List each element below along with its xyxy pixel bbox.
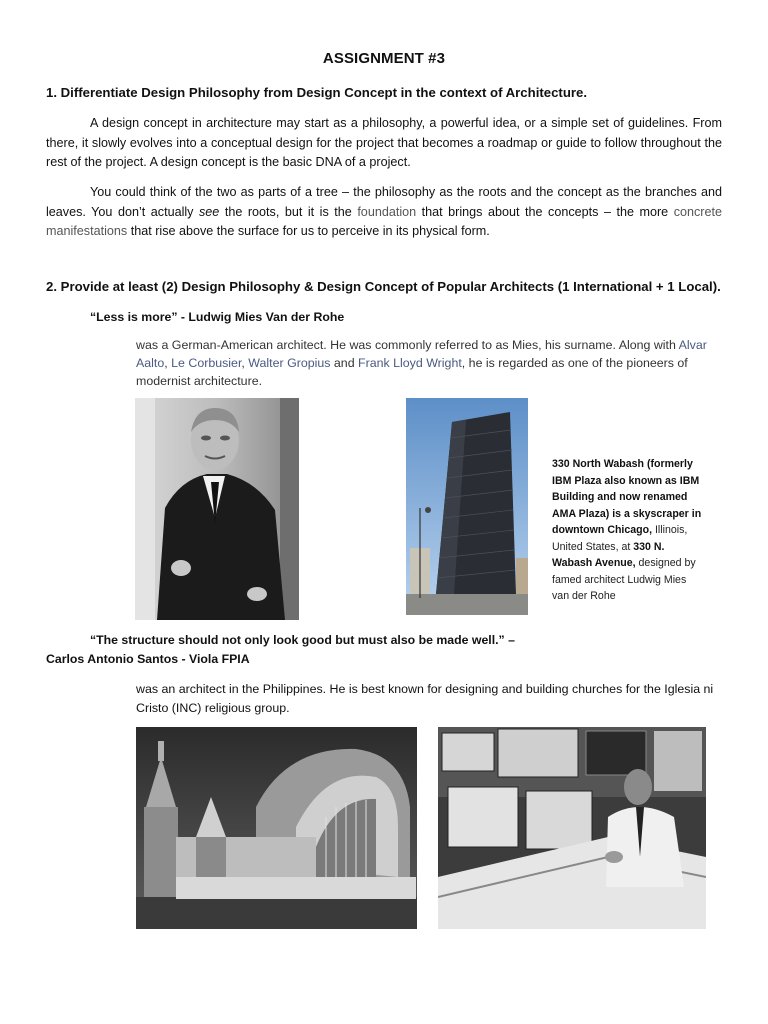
paragraph-2 [46, 183, 722, 242]
link-alvar-aalto[interactable]: Alvar Aalto [136, 338, 707, 370]
ibm-building-caption [552, 456, 702, 605]
architect-santos-name: Carlos Antonio Santos - Viola FPIA [46, 652, 250, 666]
bio-text: , [241, 356, 249, 370]
bio-text: , [164, 356, 172, 370]
caption-bold-text: 330 North Wabash (formerly IBM Plaza also known as IBM Building and now renamed AMA Plaza) is a skyscraper in downtown [552, 458, 702, 536]
term-concrete-manifestations: concrete manifestations [46, 204, 723, 238]
paragraph-1-text: A design concept in architecture may start as a philosophy, a powerful idea, or a simple set of guidelines. From there, it slowly evolves into a conceptual design for the project that becomes a roadmap or guide to follow throughout the rest of the project. A design concept is the basic DNA of a project. [46, 116, 722, 169]
link-walter-gropius[interactable]: Walter Gropius [248, 356, 331, 370]
bio-santos: was an architect in the Philippines. He is best known for designing and building churches for the Iglesia ni Cristo (INC) religious group. [136, 682, 714, 715]
term-foundation: foundation [357, 204, 417, 219]
bio-text: and [330, 356, 359, 370]
emphasis-see: see [199, 204, 220, 219]
bio-text: , he is regarded as one of the pioneers of modernist architecture. [136, 356, 688, 388]
ibm-building-photo [406, 398, 528, 615]
paragraph-2-text: that brings about the concepts – the more [416, 204, 674, 219]
quote-santos: “The structure should not only look good but must also be made well.” – [90, 633, 515, 647]
bio-mies [136, 336, 726, 390]
page-title: ASSIGNMENT #3 [322, 50, 446, 67]
paragraph-2-text: You could think of the two as parts of a tree – the philosophy as the roots and the concept as the branches and leaves. You don’t actually [46, 185, 722, 219]
caption-bold-text: Chicago, [607, 524, 653, 536]
link-le-corbusier[interactable]: Le Corbusier [171, 356, 242, 370]
caption-text: designed by famed architect Ludwig Mies van der Rohe [552, 557, 696, 602]
mies-portrait-photo [135, 398, 299, 620]
santos-drafting-photo [438, 727, 706, 929]
quote-mies: “Less is more” - Ludwig Mies Van der Rohe [90, 310, 345, 324]
caption-bold-text: 330 N. Wabash Avenue, [552, 540, 665, 569]
paragraph-2-text: that rise above the surface for us to perceive in its physical form. [127, 224, 490, 238]
link-frank-lloyd-wright[interactable]: Frank Lloyd Wright [358, 356, 462, 370]
paragraph-1 [46, 114, 722, 173]
paragraph-2-text: the roots, but it is the [219, 204, 358, 219]
bio-text: was a German-American architect. He was commonly referred to as Mies, his surname. Along with [136, 338, 679, 352]
question-1: 1. Differentiate Design Philosophy from Design Concept in the context of Architecture. [46, 85, 588, 100]
inc-church-photo [136, 727, 417, 929]
caption-text: Illinois, United States, at [552, 524, 688, 553]
question-2: 2. Provide at least (2) Design Philosophy & Design Concept of Popular Architects (1 International + 1 Local). [46, 279, 721, 294]
